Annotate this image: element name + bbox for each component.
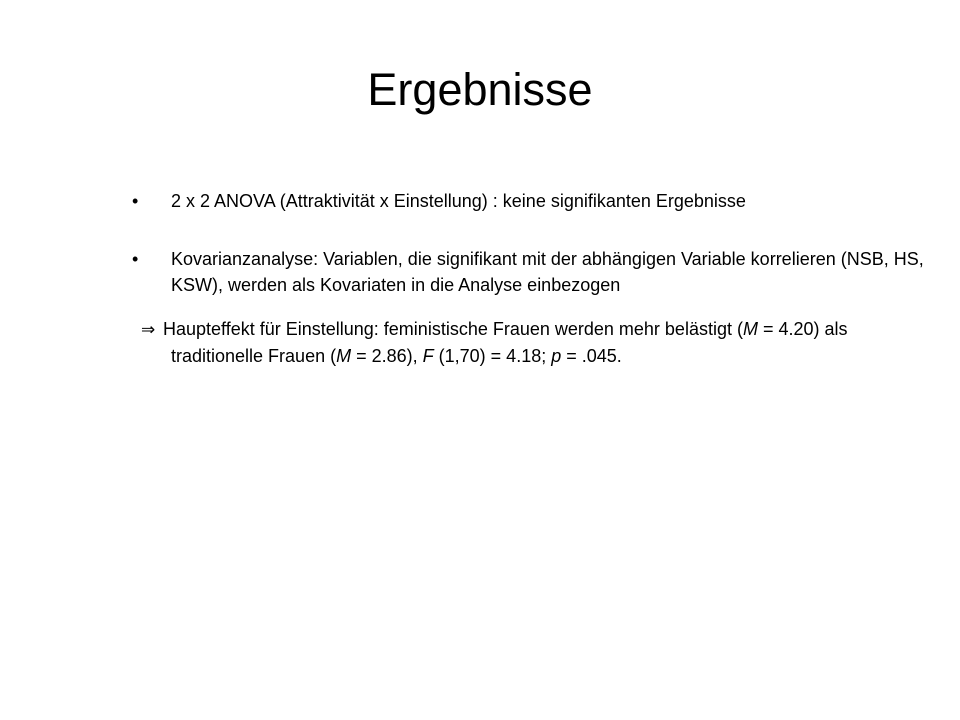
bullet-text: Kovarianzanalyse: Variablen, die signifikant mit der abhängigen Variable korrelieren (NSB, HS, KSW), werden als Kovariaten in die Analyse einbezogen [171, 249, 924, 295]
bullet-marker: • [132, 249, 139, 269]
stat-symbol-m: M [336, 346, 352, 366]
bullet-text: 2 x 2 ANOVA (Attraktivität x Einstellung) : keine signifikanten Ergebnisse [171, 191, 746, 211]
result-text-part: = .045. [561, 346, 622, 366]
bullet-marker: • [132, 191, 139, 211]
result-text-part: = 2.86), [351, 346, 423, 366]
bullet-covariance [132, 246, 932, 298]
result-text-part: Haupteffekt für Einstellung: feministische Frauen werden mehr belästigt ( [163, 319, 743, 339]
result-text-part: = 4.20) als traditionelle Frauen ( [171, 319, 848, 366]
stat-symbol-m: M [742, 319, 758, 339]
implies-arrow-icon: ⇒ [141, 320, 156, 340]
stat-symbol-f: F [422, 346, 434, 366]
result-main-effect [120, 316, 932, 369]
bullet-anova [132, 188, 932, 214]
stat-symbol-p: p [551, 346, 562, 366]
slide-content [132, 188, 932, 387]
result-text-part: (1,70) = 4.18; [433, 346, 552, 366]
slide-title: Ergebnisse [367, 64, 593, 115]
